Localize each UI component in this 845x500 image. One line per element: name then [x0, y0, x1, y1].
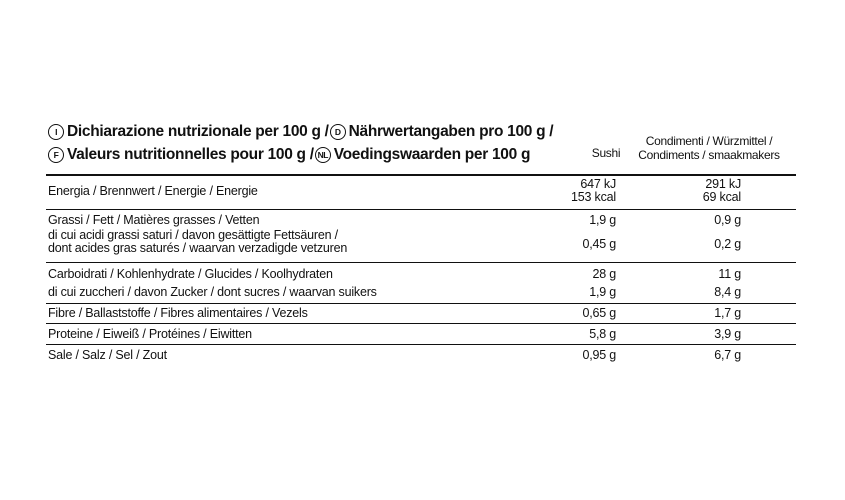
header-text-it: Dichiarazione nutrizionale per 100 g / — [67, 123, 329, 140]
condiments-energy-kcal: 69 kcal — [702, 190, 741, 204]
row-label-sugars: di cui zuccheri / davon Zucker / dont sucres / waarvan suikers — [48, 285, 377, 299]
row-label-saturates-line2: dont acides gras saturés / waarvan verzadigde vetzuren — [48, 241, 348, 255]
header-text-nl: Voedingswaarden per 100 g — [333, 146, 531, 163]
header-line-1 — [48, 123, 553, 141]
condiments-energy — [703, 178, 741, 204]
table-header — [46, 122, 796, 176]
sushi-carbs: 28 g — [592, 267, 616, 281]
nutrition-table — [46, 122, 796, 367]
table-row-sugars — [46, 282, 796, 303]
fibre-group — [46, 304, 796, 324]
table-row-fat — [46, 210, 796, 228]
sushi-energy-kj: 647 kJ — [580, 177, 616, 191]
table-row-protein — [46, 324, 796, 344]
language-badge-nl: NL — [315, 147, 331, 163]
row-label-protein: Proteine / Eiweiß / Protéines / Eiwitten — [48, 327, 252, 341]
protein-group — [46, 324, 796, 345]
row-label-salt: Sale / Salz / Sel / Zout — [48, 348, 167, 362]
sushi-saturates: 0,45 g — [582, 237, 616, 251]
sushi-salt: 0,95 g — [582, 348, 616, 362]
condiments-fat: 0,9 g — [714, 213, 741, 227]
condiments-saturates: 0,2 g — [714, 237, 741, 251]
table-row-fibre — [46, 304, 796, 323]
sushi-energy — [571, 178, 616, 204]
fat-group — [46, 210, 796, 263]
column-header-sushi: Sushi — [591, 146, 621, 160]
condiments-energy-kj: 291 kJ — [705, 177, 741, 191]
condiments-sugars: 8,4 g — [714, 285, 741, 299]
condiments-salt: 6,7 g — [714, 348, 741, 362]
header-text-de: Nährwertangaben pro 100 g / — [348, 123, 554, 140]
salt-group — [46, 345, 796, 367]
table-row-saturates — [46, 228, 796, 262]
row-label-fat: Grassi / Fett / Matières grasses / Vetten — [48, 213, 260, 227]
column-header-condiments — [634, 134, 784, 162]
sushi-fibre: 0,65 g — [582, 306, 616, 320]
row-label-saturates-line1: di cui acidi grassi saturi / davon gesättigte Fettsäuren / — [48, 228, 338, 242]
language-badge-fr: F — [48, 147, 64, 163]
sushi-protein: 5,8 g — [589, 327, 616, 341]
column-header-condiments-line2: Condiments / smaakmakers — [638, 148, 780, 162]
carbs-group — [46, 263, 796, 304]
condiments-fibre: 1,7 g — [714, 306, 741, 320]
sushi-fat: 1,9 g — [589, 213, 616, 227]
row-label-energy: Energia / Brennwert / Energie / Energie — [48, 184, 258, 198]
condiments-carbs: 11 g — [718, 267, 741, 281]
row-label-carbs: Carboidrati / Kohlenhydrate / Glucides / Koolhydraten — [48, 267, 333, 281]
table-row-carbs — [46, 263, 796, 282]
row-label-saturates — [48, 229, 347, 255]
energy-group — [46, 176, 796, 210]
language-badge-de: D — [330, 124, 346, 140]
header-text-fr: Valeurs nutritionnelles pour 100 g / — [67, 146, 314, 163]
language-badge-it: I — [48, 124, 64, 140]
column-header-condiments-line1: Condimenti / Würzmittel / — [645, 134, 773, 148]
condiments-protein: 3,9 g — [714, 327, 741, 341]
table-row-salt — [46, 345, 796, 367]
table-row-energy — [46, 176, 796, 209]
row-label-fibre: Fibre / Ballaststoffe / Fibres alimentaires / Vezels — [48, 306, 308, 320]
sushi-sugars: 1,9 g — [589, 285, 616, 299]
header-line-2 — [48, 146, 530, 164]
sushi-energy-kcal: 153 kcal — [571, 190, 616, 204]
